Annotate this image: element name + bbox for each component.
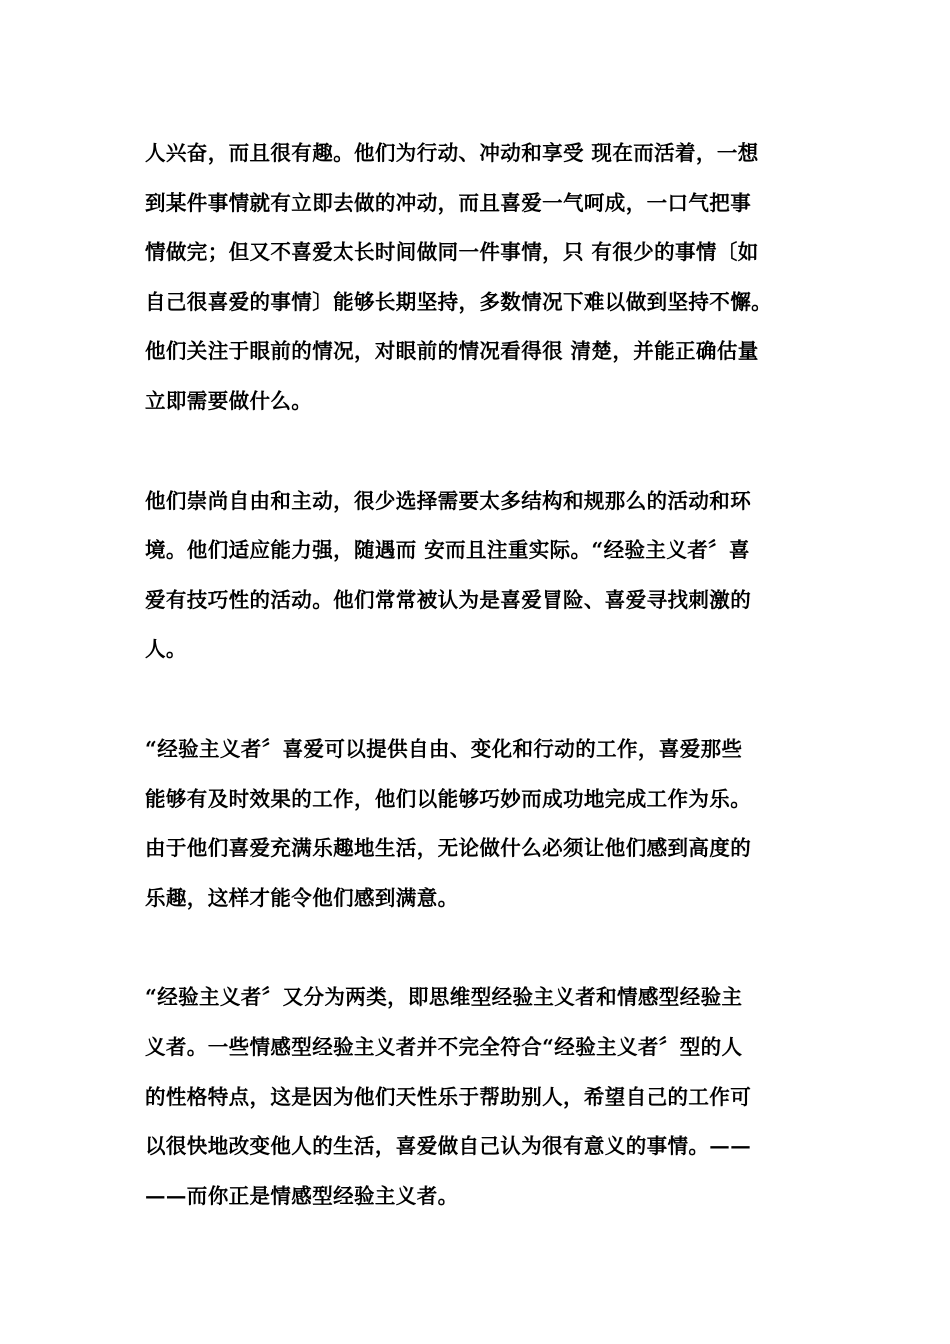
paragraph-spacer	[145, 427, 810, 477]
paragraph-3	[145, 725, 810, 923]
text-line: “经验主义者〞又分为两类，即思维型经验主义者和情感型经验主	[145, 985, 743, 1010]
paragraph-2	[145, 477, 810, 675]
text-line: 到某件事情就有立即去做的冲动，而且喜爱一气呵成，一口气把事	[145, 190, 752, 215]
text-line: 由于他们喜爱充满乐趣地生活，无论做什么必须让他们感到高度的	[145, 836, 752, 861]
paragraph-1	[145, 129, 810, 427]
text-line: 他们关注于眼前的情况，对眼前的情况看得很 清楚，并能正确估量	[145, 339, 759, 364]
document-page	[145, 129, 810, 1221]
text-line: 乐趣，这样才能令他们感到满意。	[145, 885, 459, 910]
text-line: 情做完；但又不喜爱太长时间做同一件事情，只 有很少的事情〔如	[145, 240, 759, 265]
text-line: 他们崇尚自由和主动，很少选择需要太多结构和规那么的活动和环	[145, 488, 752, 513]
text-line: 立即需要做什么。	[145, 388, 313, 413]
text-line: 义者。一些情感型经验主义者并不完全符合“经验主义者〞型的人	[145, 1034, 743, 1059]
paragraph-4	[145, 973, 810, 1221]
text-line: 境。他们适应能力强，随遇而 安而且注重实际。“经验主义者〞喜	[145, 538, 750, 563]
text-line: 爱有技巧性的活动。他们常常被认为是喜爱冒险、喜爱寻找刺激的	[145, 587, 752, 612]
text-line: 人。	[145, 637, 187, 662]
text-line: 能够有及时效果的工作，他们以能够巧妙而成功地完成工作为乐。	[145, 786, 752, 811]
text-line: 的性格特点，这是因为他们天性乐于帮助别人，希望自己的工作可	[145, 1084, 752, 1109]
text-line: 以很快地改变他人的生活，喜爱做自己认为很有意义的事情。——	[145, 1134, 752, 1159]
paragraph-spacer	[145, 675, 810, 725]
text-line: ——而你正是情感型经验主义者。	[145, 1183, 459, 1208]
text-line: “经验主义者〞喜爱可以提供自由、变化和行动的工作，喜爱那些	[145, 736, 743, 761]
text-line: 人兴奋，而且很有趣。他们为行动、冲动和享受 现在而活着，一想	[145, 141, 759, 165]
paragraph-spacer	[145, 923, 810, 973]
text-line: 自己很喜爱的事情〕能够长期坚持，多数情况下难以做到坚持不懈。	[145, 289, 772, 314]
